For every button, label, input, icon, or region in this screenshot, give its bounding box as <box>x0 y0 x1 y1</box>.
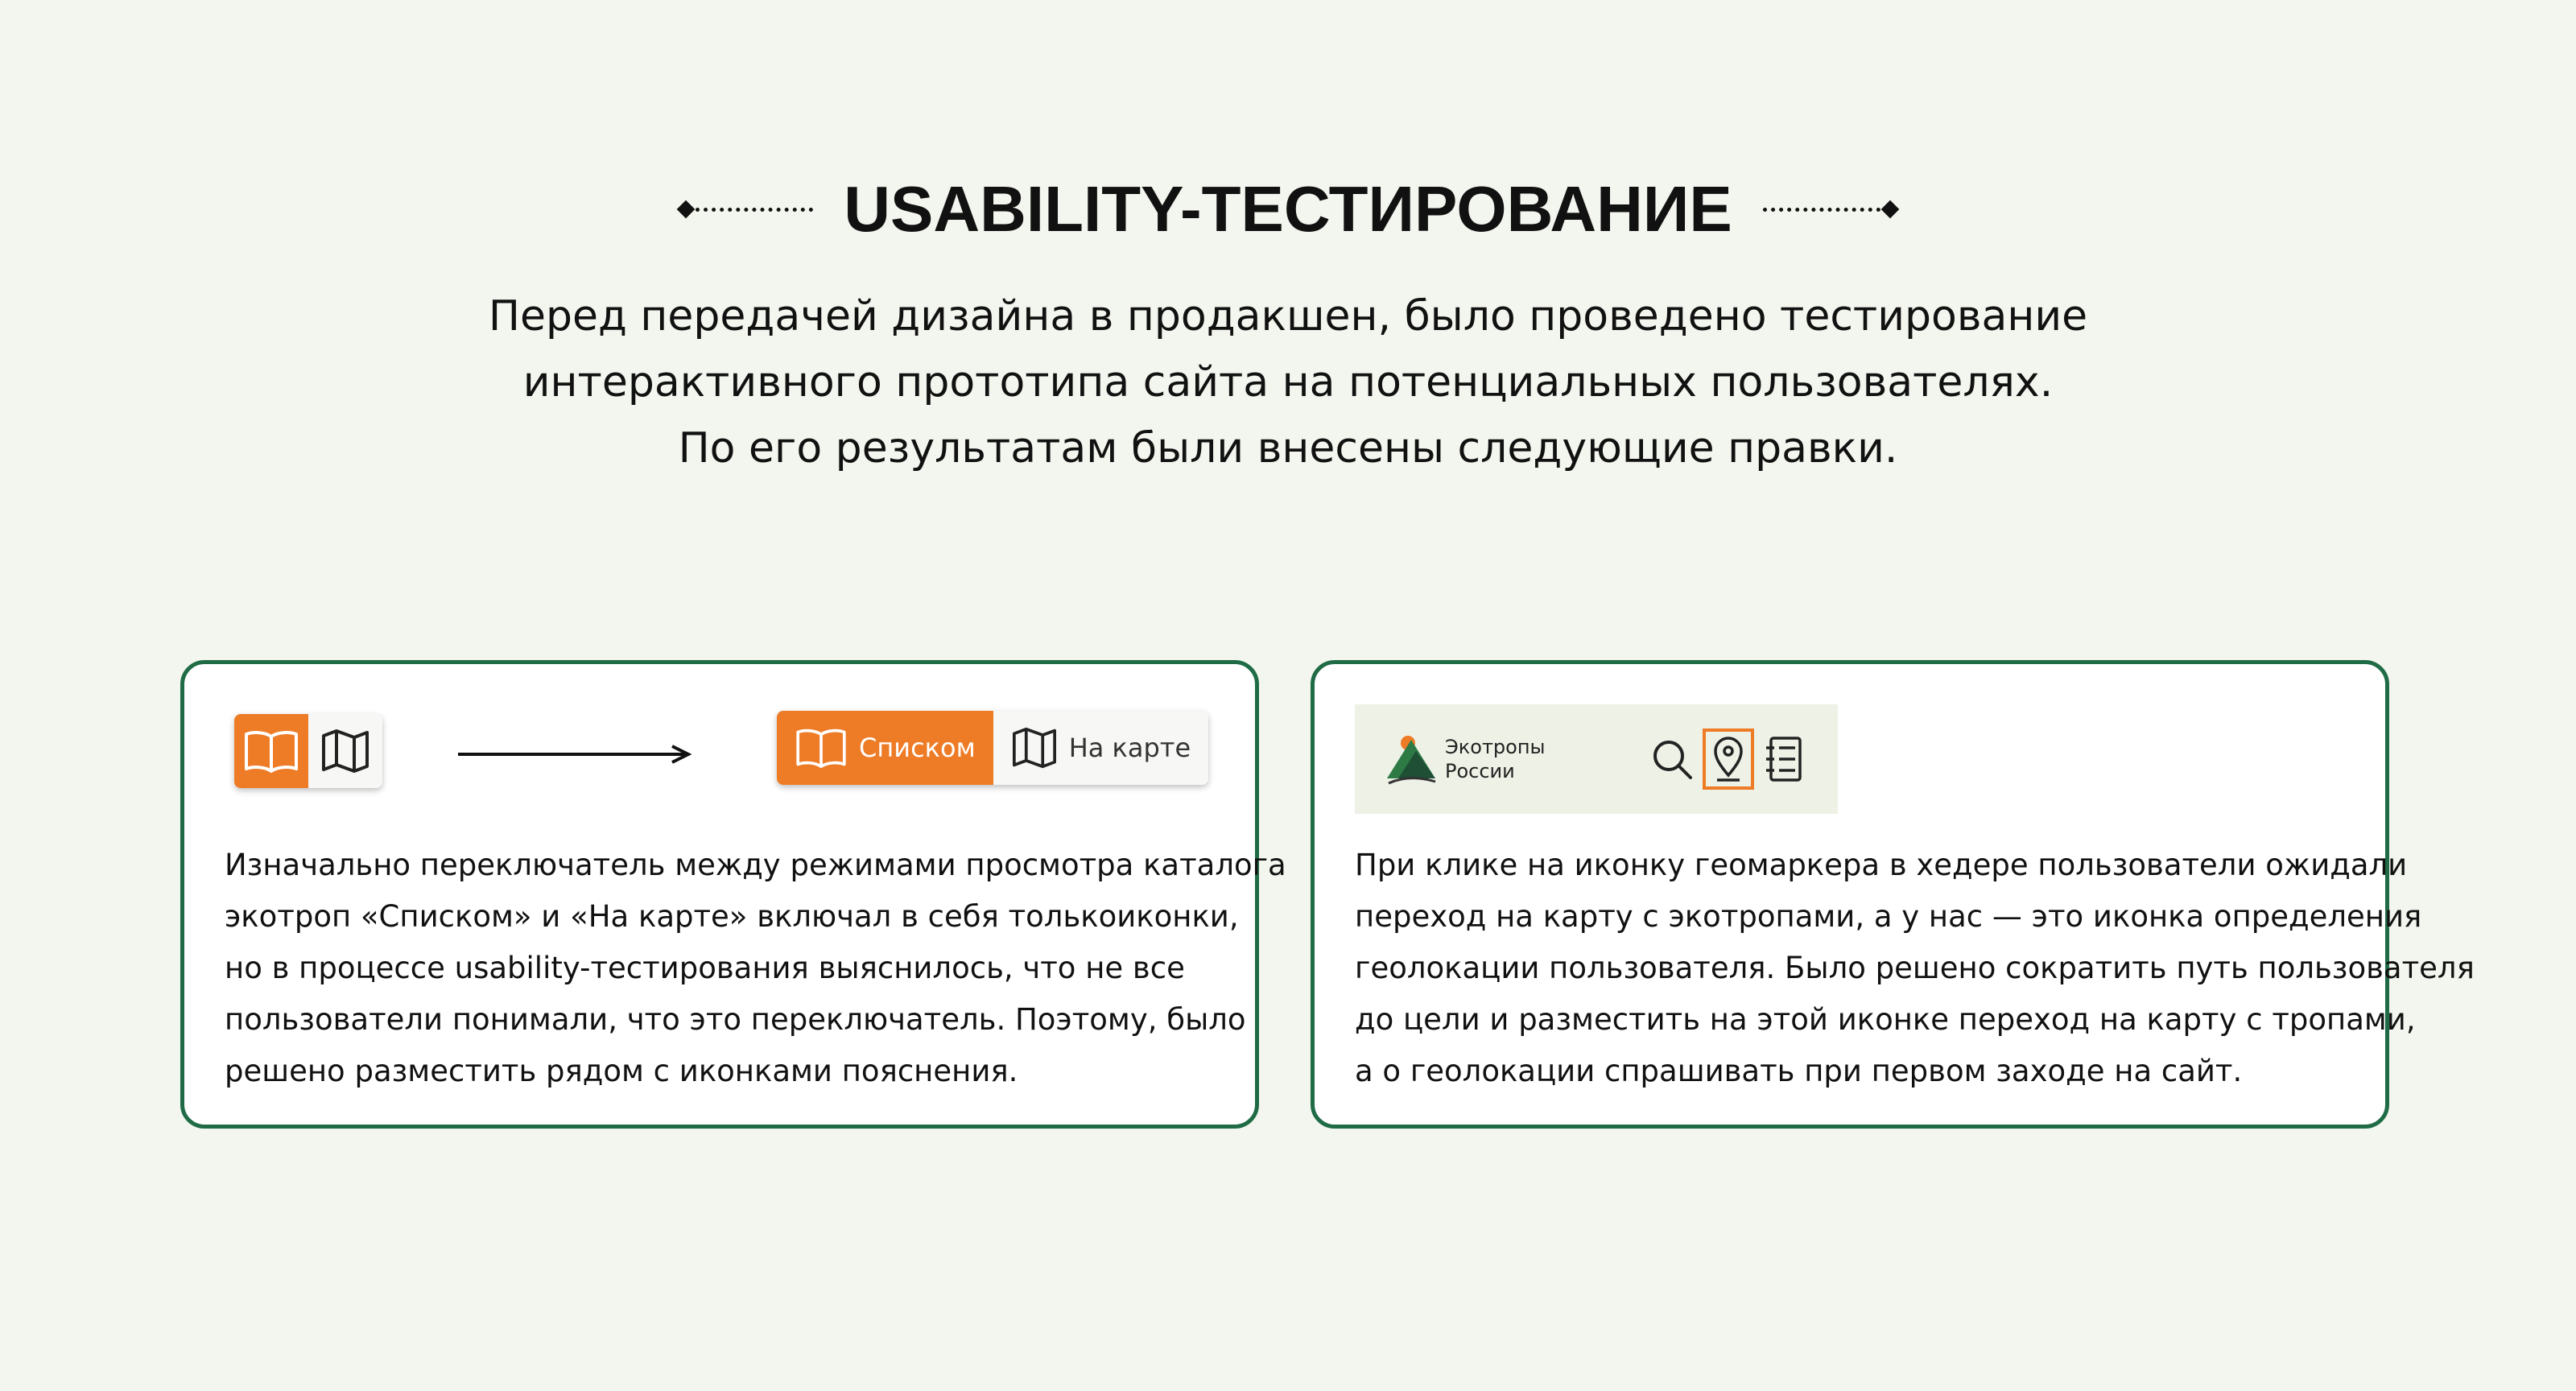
header-search-button[interactable] <box>1646 729 1698 790</box>
toggle-after-list-segment[interactable] <box>777 711 993 785</box>
toggle-after-map-segment[interactable] <box>993 711 1208 785</box>
book-open-icon <box>243 729 299 774</box>
header-geo-marker-button[interactable] <box>1703 729 1754 790</box>
brand-line: Экотропы <box>1445 736 1546 758</box>
search-icon <box>1650 737 1694 781</box>
intro-line: Перед передачей дизайна в продакшен, было проведено тестирование <box>488 292 2088 341</box>
site-header-preview <box>1355 704 1838 814</box>
toggle-list-label: Списком <box>859 733 976 763</box>
description-line: При клике на иконку геомаркера в хедере пользователи ожидали <box>1355 848 2408 882</box>
toggle-before <box>234 714 382 788</box>
intro-text <box>0 283 2576 481</box>
card-geomarker-description <box>1355 840 2475 1097</box>
intro-line: По его результатам были внесены следующие правки. <box>678 424 1898 473</box>
description-line: решено разместить рядом с иконками пояснения. <box>225 1054 1018 1088</box>
description-line: переход на карту с экотропами, а у нас — это иконка определения <box>1355 899 2422 934</box>
intro-line: интерактивного прототипа сайта на потенциальных пользователях. <box>522 358 2054 407</box>
list-icon <box>1765 735 1805 783</box>
title-decoration-left <box>679 203 816 216</box>
map-icon <box>1011 726 1058 770</box>
description-line: экотроп «Списком» и «На карте» включал в себя толькоиконки, <box>225 899 1239 934</box>
map-icon <box>320 728 370 774</box>
toggle-before-list-segment[interactable] <box>234 714 308 788</box>
ecotrails-logo <box>1384 727 1440 791</box>
geo-marker-icon <box>1711 735 1746 783</box>
description-line: Изначально переключатель между режимами просмотра каталога <box>225 848 1286 882</box>
description-line: пользователи понимали, что это переключатель. Поэтому, было <box>225 1002 1246 1037</box>
toggle-map-label: На карте <box>1068 733 1191 763</box>
description-line: а о геолокации спрашивать при первом заходе на сайт. <box>1355 1054 2243 1088</box>
description-line: геолокации пользователя. Было решено сократить путь пользователя <box>1355 951 2475 985</box>
card-geomarker-change <box>1311 660 2475 1129</box>
title-decoration-right <box>1760 203 1897 216</box>
brand-name <box>1445 735 1545 783</box>
book-open-icon <box>795 727 848 769</box>
header-catalog-button[interactable] <box>1759 729 1810 790</box>
description-line: до цели и разместить на этой иконке переход на карту с тропами, <box>1355 1002 2416 1037</box>
toggle-before-map-segment[interactable] <box>308 714 382 788</box>
description-line: но в процессе usability-тестирования выяснилось, что не все <box>225 951 1185 985</box>
arrow-right-icon <box>458 745 691 764</box>
card-toggle-change <box>180 660 1286 1129</box>
toggle-after <box>777 711 1208 785</box>
page-title: USABILITY-ТЕСТИРОВАНИЕ <box>844 173 1732 245</box>
brand-line: России <box>1445 760 1515 782</box>
section-heading <box>0 169 2576 250</box>
card-toggle-description <box>225 840 1286 1097</box>
